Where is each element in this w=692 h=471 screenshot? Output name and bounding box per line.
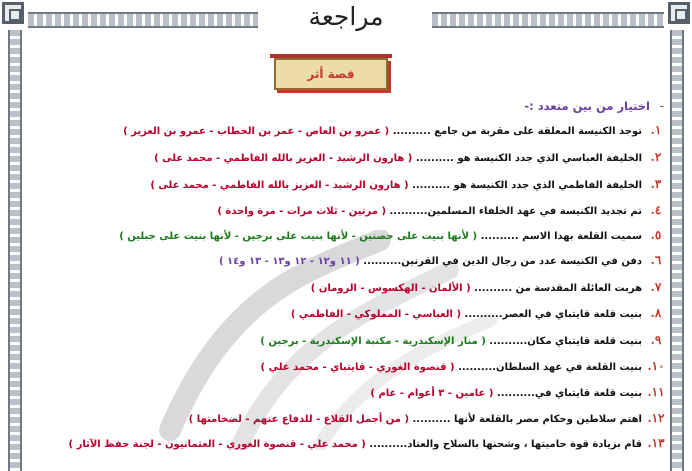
question-options: ( قنصوة الغوري - قايتباي - محمد علي ) [260, 362, 455, 373]
question-options: ( العباسي - المملوكي - الفاطمي ) [290, 309, 462, 320]
question-number: ٣. [650, 177, 662, 191]
question-number: ٤. [650, 203, 662, 217]
question-options: ( منار الإسكندرية - مكتبة الإسكندرية - برجين ) [260, 336, 486, 347]
question-number: ٦. [650, 253, 662, 267]
question-item [291, 306, 666, 320]
question-stem: اهتم سلاطين وحكام مصر بالقلعة لأنها .......... [412, 414, 642, 425]
question-number: ١٢. [647, 411, 665, 425]
question-options: ( من أجمل القلاع - للدفاع عنهم - لضخامتها ) [188, 414, 410, 425]
question-item [311, 280, 666, 294]
question-stem: تم تجديد الكنيسة في عهد الخلفاء المسلمين.......... [389, 206, 642, 217]
question-item [370, 385, 666, 399]
question-stem: قام بزيادة قوة حاميتها ، وشحنها بالسلاح والعتاد.......... [369, 439, 642, 450]
question-item [154, 150, 666, 164]
question-number: ١١. [647, 385, 665, 399]
question-item [219, 253, 666, 267]
question-options: ( هارون الرشيد - العزيز بالله الفاطمي - محمد على ) [150, 180, 409, 191]
question-options: ( ١١ و١٢ - ١٢ و١٣ - ١٣ و١٤ ) [218, 256, 360, 267]
question-options: ( لأنها بنيت على حصنين - لأنها بنيت على برجين - لأنها بنيت على جبلين ) [119, 231, 478, 242]
section-label: قصة أثر [274, 58, 388, 90]
question-item [260, 333, 666, 347]
question-stem: دفن في الكنيسة عدد من رجال الدين في القرنين.......... [363, 256, 642, 267]
question-options: ( هارون الرشيد - العزيز بالله الفاطمي - محمد على ) [154, 153, 413, 164]
question-number: ٧. [650, 280, 662, 294]
question-stem: بنيت قلعة قايتباي مكان.......... [489, 336, 642, 347]
question-item [189, 411, 666, 425]
question-number: ١٣. [647, 436, 665, 450]
page-title: مراجعة [308, 2, 384, 31]
question-stem: هربت العائلة المقدسة من .......... [474, 283, 642, 294]
question-number: ١٠. [647, 359, 665, 373]
question-options: ( عمرو بن العاص - عمر بن الخطاب - عمرو بن العزيز ) [123, 126, 390, 137]
question-options: ( محمد علي - قنصوة الغوري - العثمانيون - لجنة حفظ الآثار ) [68, 439, 366, 450]
question-item [261, 359, 666, 373]
question-options: ( مرتين - ثلاث مرات - مرة واحدة ) [217, 206, 387, 217]
frame-right-border [670, 30, 684, 471]
question-item [217, 203, 666, 217]
question-stem: سميت القلعة بهذا الاسم .......... [480, 231, 642, 242]
question-item [69, 436, 666, 450]
question-stem: الخليفة العباسي الذي جدد الكنيسة هو .......... [415, 153, 642, 164]
question-number: ٢. [650, 150, 662, 164]
question-stem: بنيت قلعة قايتباي في العصر.......... [464, 309, 642, 320]
question-stem: توجد الكنيسة المعلقة على مقربة من جامع .......... [392, 126, 642, 137]
question-number: ٥. [650, 228, 662, 242]
question-options: ( الألمان - الهكسوس - الرومان ) [310, 283, 471, 294]
question-number: ٩. [650, 333, 662, 347]
question-number: ٨. [650, 306, 662, 320]
exercise-heading: اختيار من بين متعدد :- [524, 99, 650, 113]
heading-bullet: - [659, 99, 664, 113]
question-item [119, 228, 666, 242]
question-stem: بنيت القلعة في عهد السلطان.......... [458, 362, 642, 373]
question-item [150, 177, 666, 191]
frame-left-border [8, 30, 22, 471]
question-stem: بنيت قلعة قايتباي في.......... [496, 388, 642, 399]
question-options: ( عامين - ٣ أعوام - عام ) [370, 388, 494, 399]
question-number: ١. [650, 123, 662, 137]
question-item [123, 123, 666, 137]
question-stem: الخليفة الفاطمي الذي جدد الكنيسة هو .......... [412, 180, 642, 191]
